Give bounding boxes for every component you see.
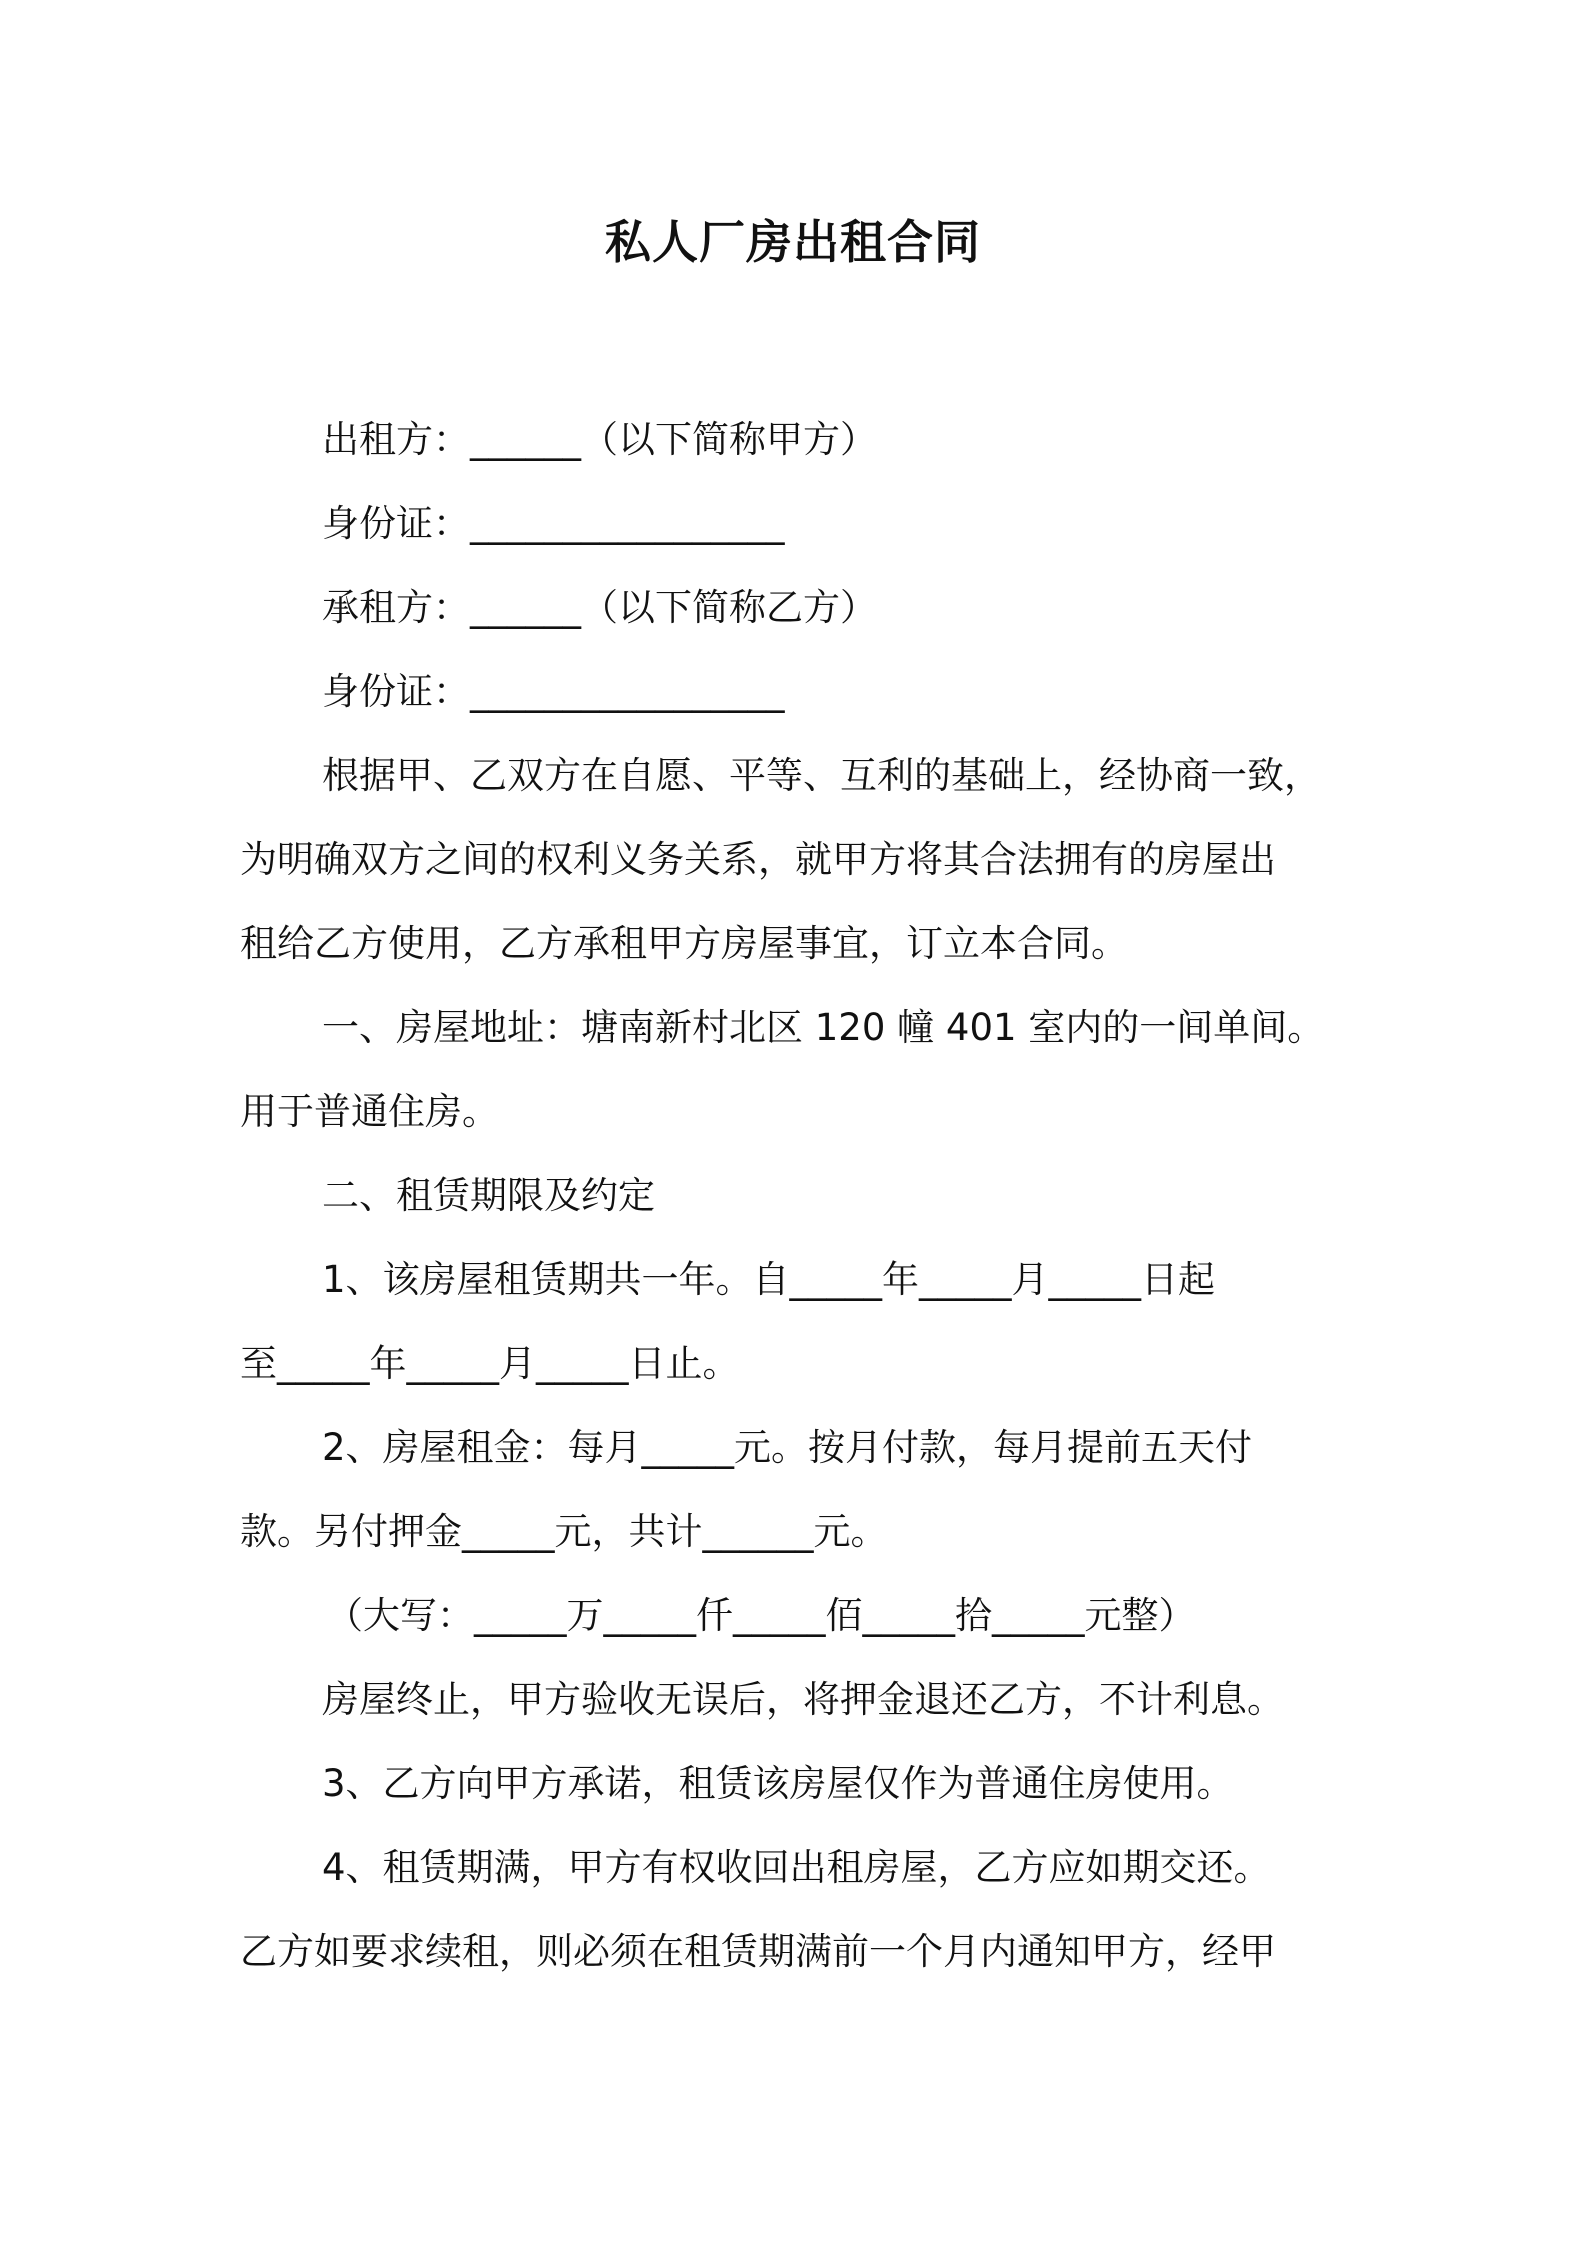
lessor-id-line: 身份证：_________________ (322, 502, 785, 545)
clause-1-address: 一、房屋地址：塘南新村北区 120 幢 401 室内的一间单间。 (322, 1006, 1325, 1049)
lessee-id-line: 身份证：_________________ (322, 670, 785, 713)
lessor-line: 出租方：______（以下简称甲方） (322, 418, 877, 461)
clause-2-1-line-1: 1、该房屋租赁期共一年。自_____年_____月_____日起 (322, 1258, 1216, 1301)
preamble-line-3: 租给乙方使用，乙方承租甲方房屋事宜，订立本合同。 (240, 922, 1128, 965)
document-title: 私人厂房出租合同 (605, 215, 981, 269)
clause-2-heading: 二、租赁期限及约定 (322, 1174, 655, 1217)
amount-in-words-line: （大写：_____万_____仟_____佰_____拾_____元整） (326, 1594, 1196, 1637)
clause-2-1-line-2: 至_____年_____月_____日止。 (240, 1342, 740, 1385)
clause-2-2-line-2: 款。另付押金_____元，共计______元。 (240, 1510, 888, 1553)
clause-2-2-line-1: 2、房屋租金：每月_____元。按月付款，每月提前五天付 (322, 1426, 1253, 1469)
preamble-line-1: 根据甲、乙双方在自愿、平等、互利的基础上，经协商一致， (322, 754, 1321, 797)
clause-2-3-line: 3、乙方向甲方承诺，租赁该房屋仅作为普通住房使用。 (322, 1762, 1234, 1805)
deposit-return-line: 房屋终止，甲方验收无误后，将押金退还乙方，不计利息。 (322, 1678, 1284, 1721)
clause-2-4-line-1: 4、租赁期满，甲方有权收回出租房屋，乙方应如期交还。 (322, 1846, 1271, 1889)
lessee-line: 承租方：______（以下简称乙方） (322, 586, 877, 629)
clause-1-usage: 用于普通住房。 (240, 1090, 499, 1133)
preamble-line-2: 为明确双方之间的权利义务关系，就甲方将其合法拥有的房屋出 (240, 838, 1276, 881)
clause-2-4-line-2: 乙方如要求续租，则必须在租赁期满前一个月内通知甲方，经甲 (240, 1930, 1276, 1973)
